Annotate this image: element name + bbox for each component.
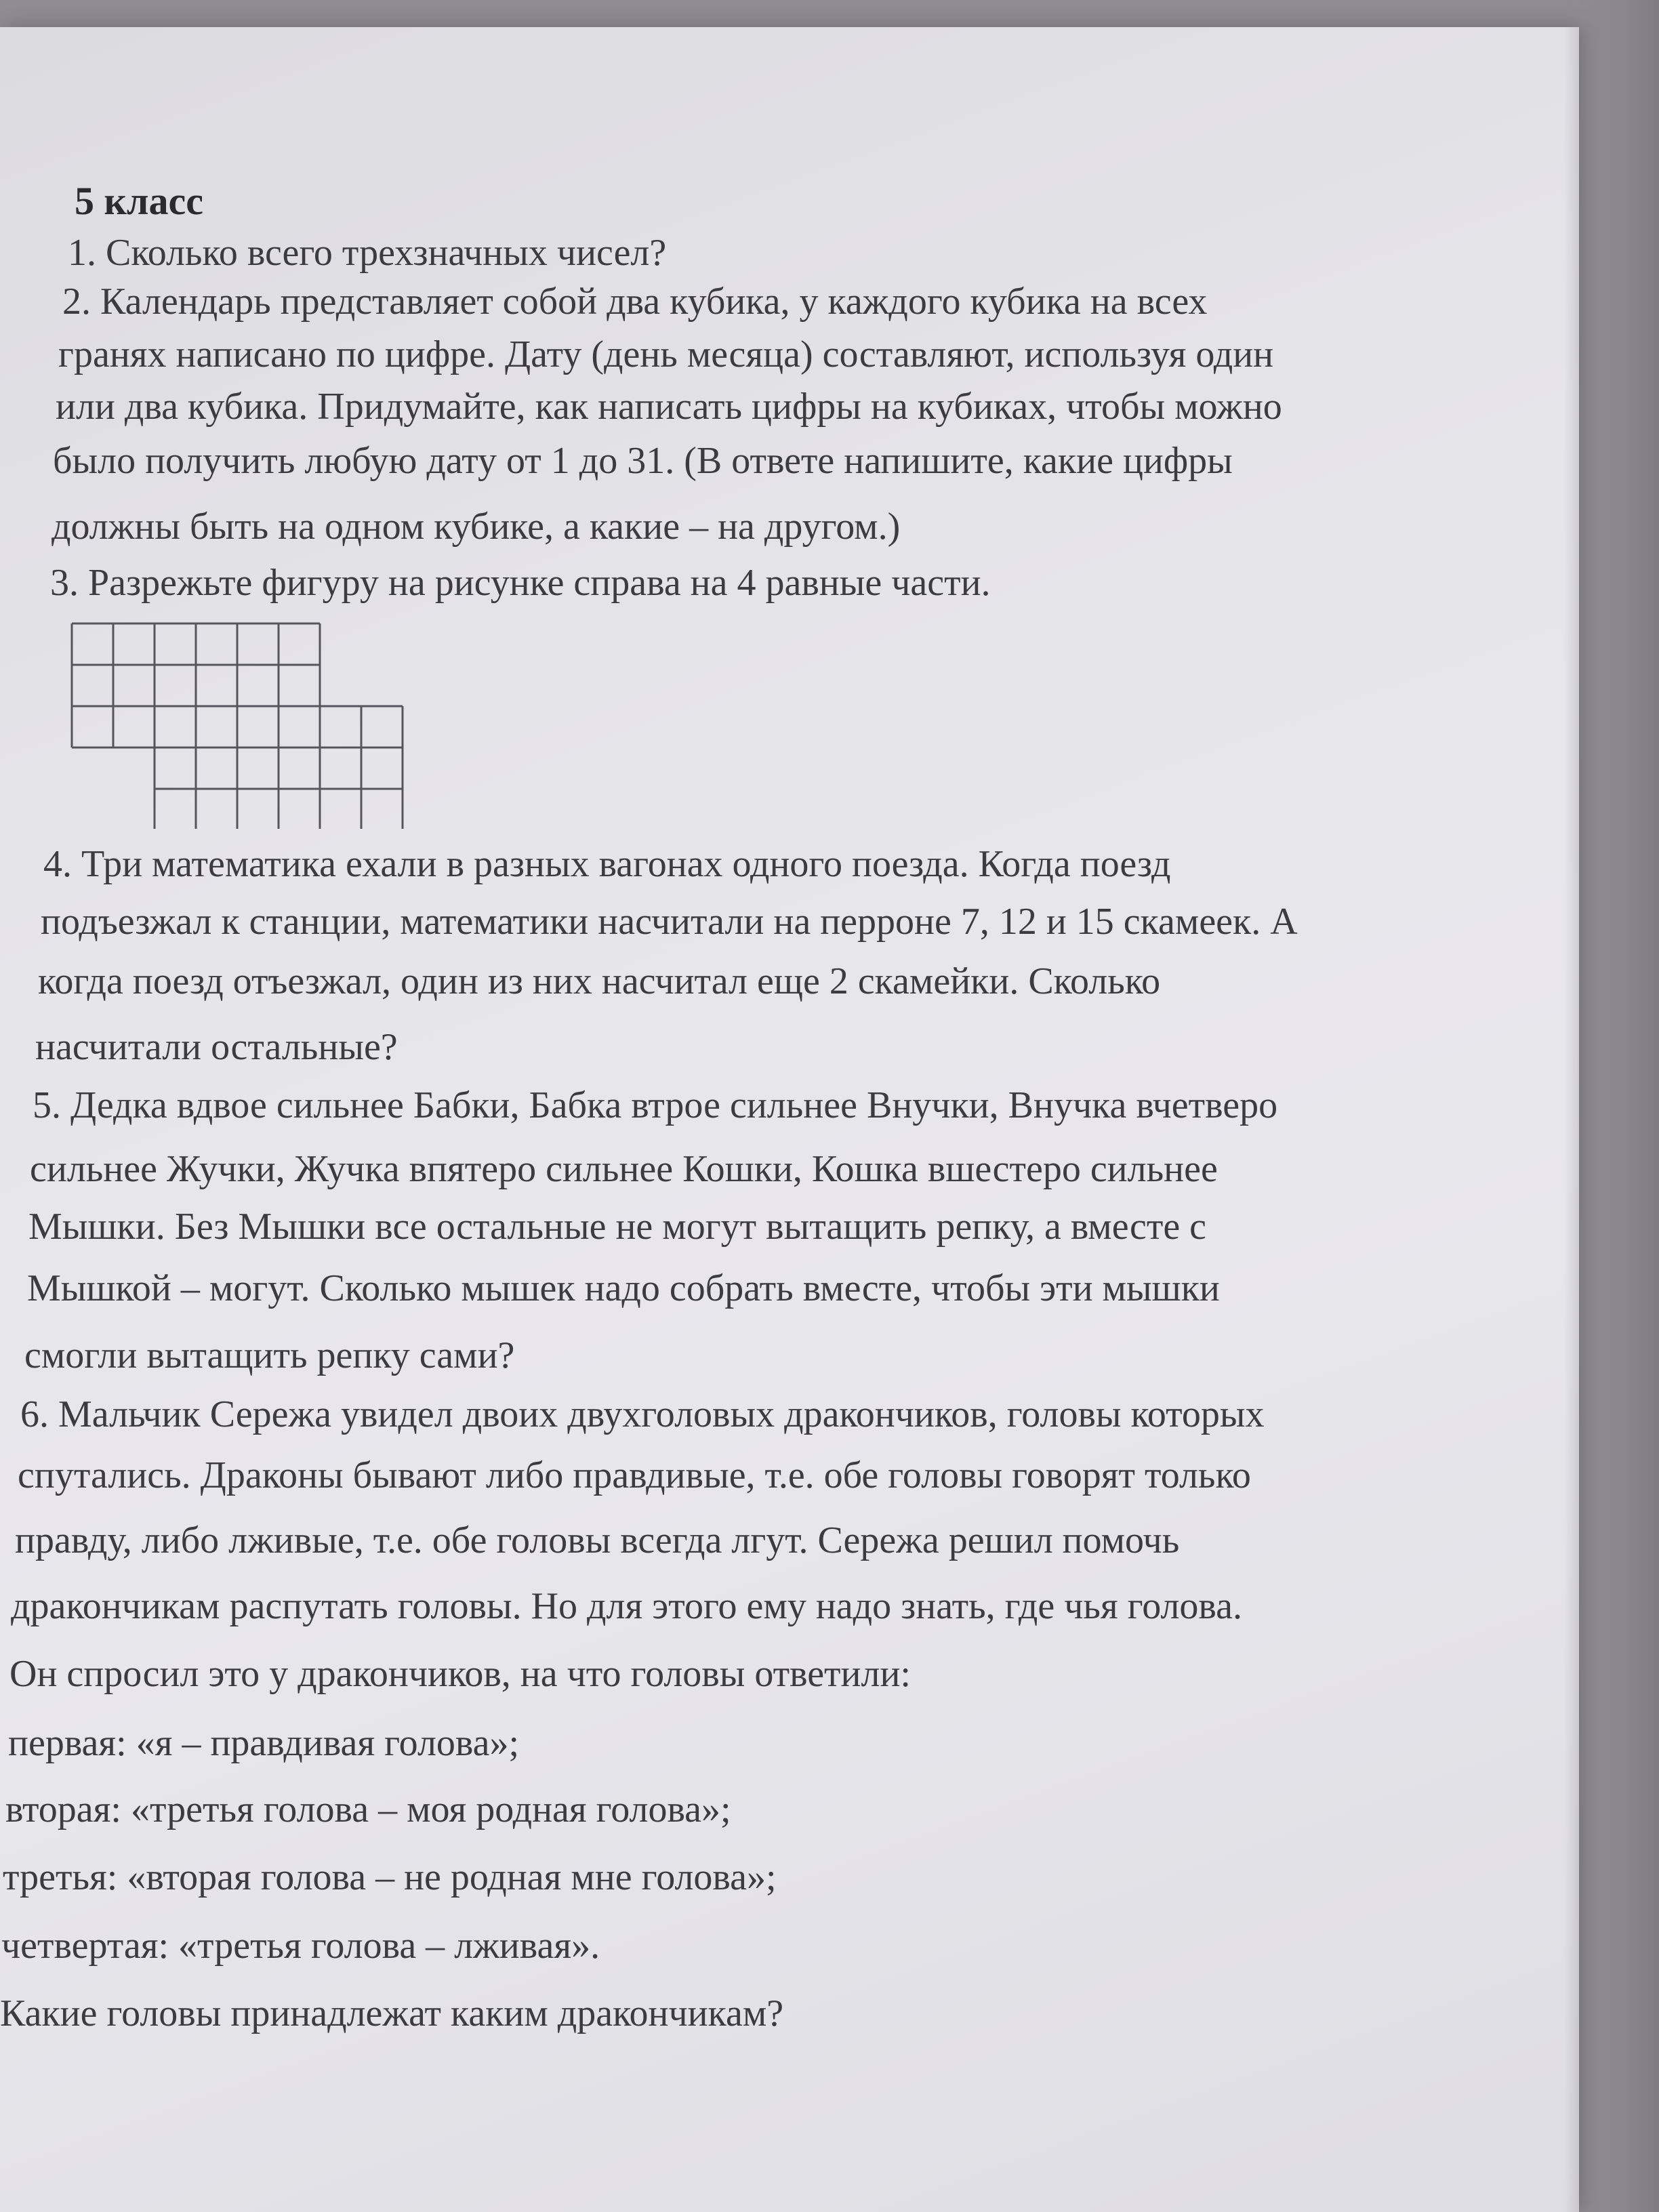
problem-2-line: или два кубика. Придумайте, как написать цифры на кубиках, чтобы можно xyxy=(56,386,1282,428)
problem-5-line: 5. Дедка вдвое сильнее Бабки, Бабка втрое сильнее Внучки, Внучка вчетверо xyxy=(33,1084,1278,1126)
problem-2-line: 2. Календарь представляет собой два кубика, у каждого кубика на всех xyxy=(62,281,1208,323)
problem-5-line: сильнее Жучки, Жучка впятеро сильнее Кошки, Кошка вшестеро сильнее xyxy=(30,1148,1218,1190)
problem-6-line: дракончикам распутать головы. Но для этого ему надо знать, где чья голова. xyxy=(11,1585,1242,1627)
problem-5-line: смогли вытащить репку сами? xyxy=(24,1334,515,1376)
problem-4-line: когда поезд отъезжал, один из них насчитал еще 2 скамейки. Сколько xyxy=(38,960,1161,1002)
problem-6-line: 6. Мальчик Сережа увидел двоих двухголовых дракончиков, головы которых xyxy=(20,1393,1265,1435)
problem-1-line: 1. Сколько всего трехзначных чисел? xyxy=(68,232,667,274)
problem-5-line: Мышкой – могут. Сколько мышек надо собрать вместе, чтобы эти мышки xyxy=(27,1267,1220,1309)
grid-figure xyxy=(70,622,409,829)
problem-6-line: спутались. Драконы бывают либо правдивые, т.е. обе головы говорят только xyxy=(18,1454,1251,1496)
page-edge-shadow xyxy=(1564,0,1659,2212)
problem-5-line: Мышки. Без Мышки все остальные не могут вытащить репку, а вместе с xyxy=(28,1206,1207,1248)
problem-4-line: подъезжал к станции, математики насчитали на перроне 7, 12 и 15 скамеек. А xyxy=(41,901,1298,943)
problem-4-line: 4. Три математика ехали в разных вагонах одного поезда. Когда поезд xyxy=(43,843,1171,885)
grade-heading: 5 класс xyxy=(75,179,203,223)
problem-6-line: четвертая: «третья голова – лживая». xyxy=(1,1925,600,1967)
problem-4-line: насчитали остальные? xyxy=(35,1026,398,1068)
problem-2-line: должны быть на одном кубике, а какие – на другом.) xyxy=(52,506,901,548)
problem-2-line: гранях написано по цифре. Дату (день месяца) составляют, используя один xyxy=(58,333,1274,375)
problem-6-line: третья: «вторая голова – не родная мне голова»; xyxy=(3,1856,777,1898)
problem-6-line: Какие головы принадлежат каким дракончикам? xyxy=(0,1992,784,2034)
problem-3-line: 3. Разрежьте фигуру на рисунке справа на 4 равные части. xyxy=(50,562,991,604)
problem-6-line: правду, либо лживые, т.е. обе головы всегда лгут. Сережа решил помочь xyxy=(15,1519,1180,1561)
problem-6-line: вторая: «третья голова – моя родная голова»; xyxy=(5,1788,731,1830)
problem-6-line: Он спросил это у дракончиков, на что головы ответили: xyxy=(9,1653,911,1695)
problem-2-line: было получить любую дату от 1 до 31. (В ответе напишите, какие цифры xyxy=(53,440,1233,482)
problem-6-line: первая: «я – правдивая голова»; xyxy=(8,1722,520,1764)
